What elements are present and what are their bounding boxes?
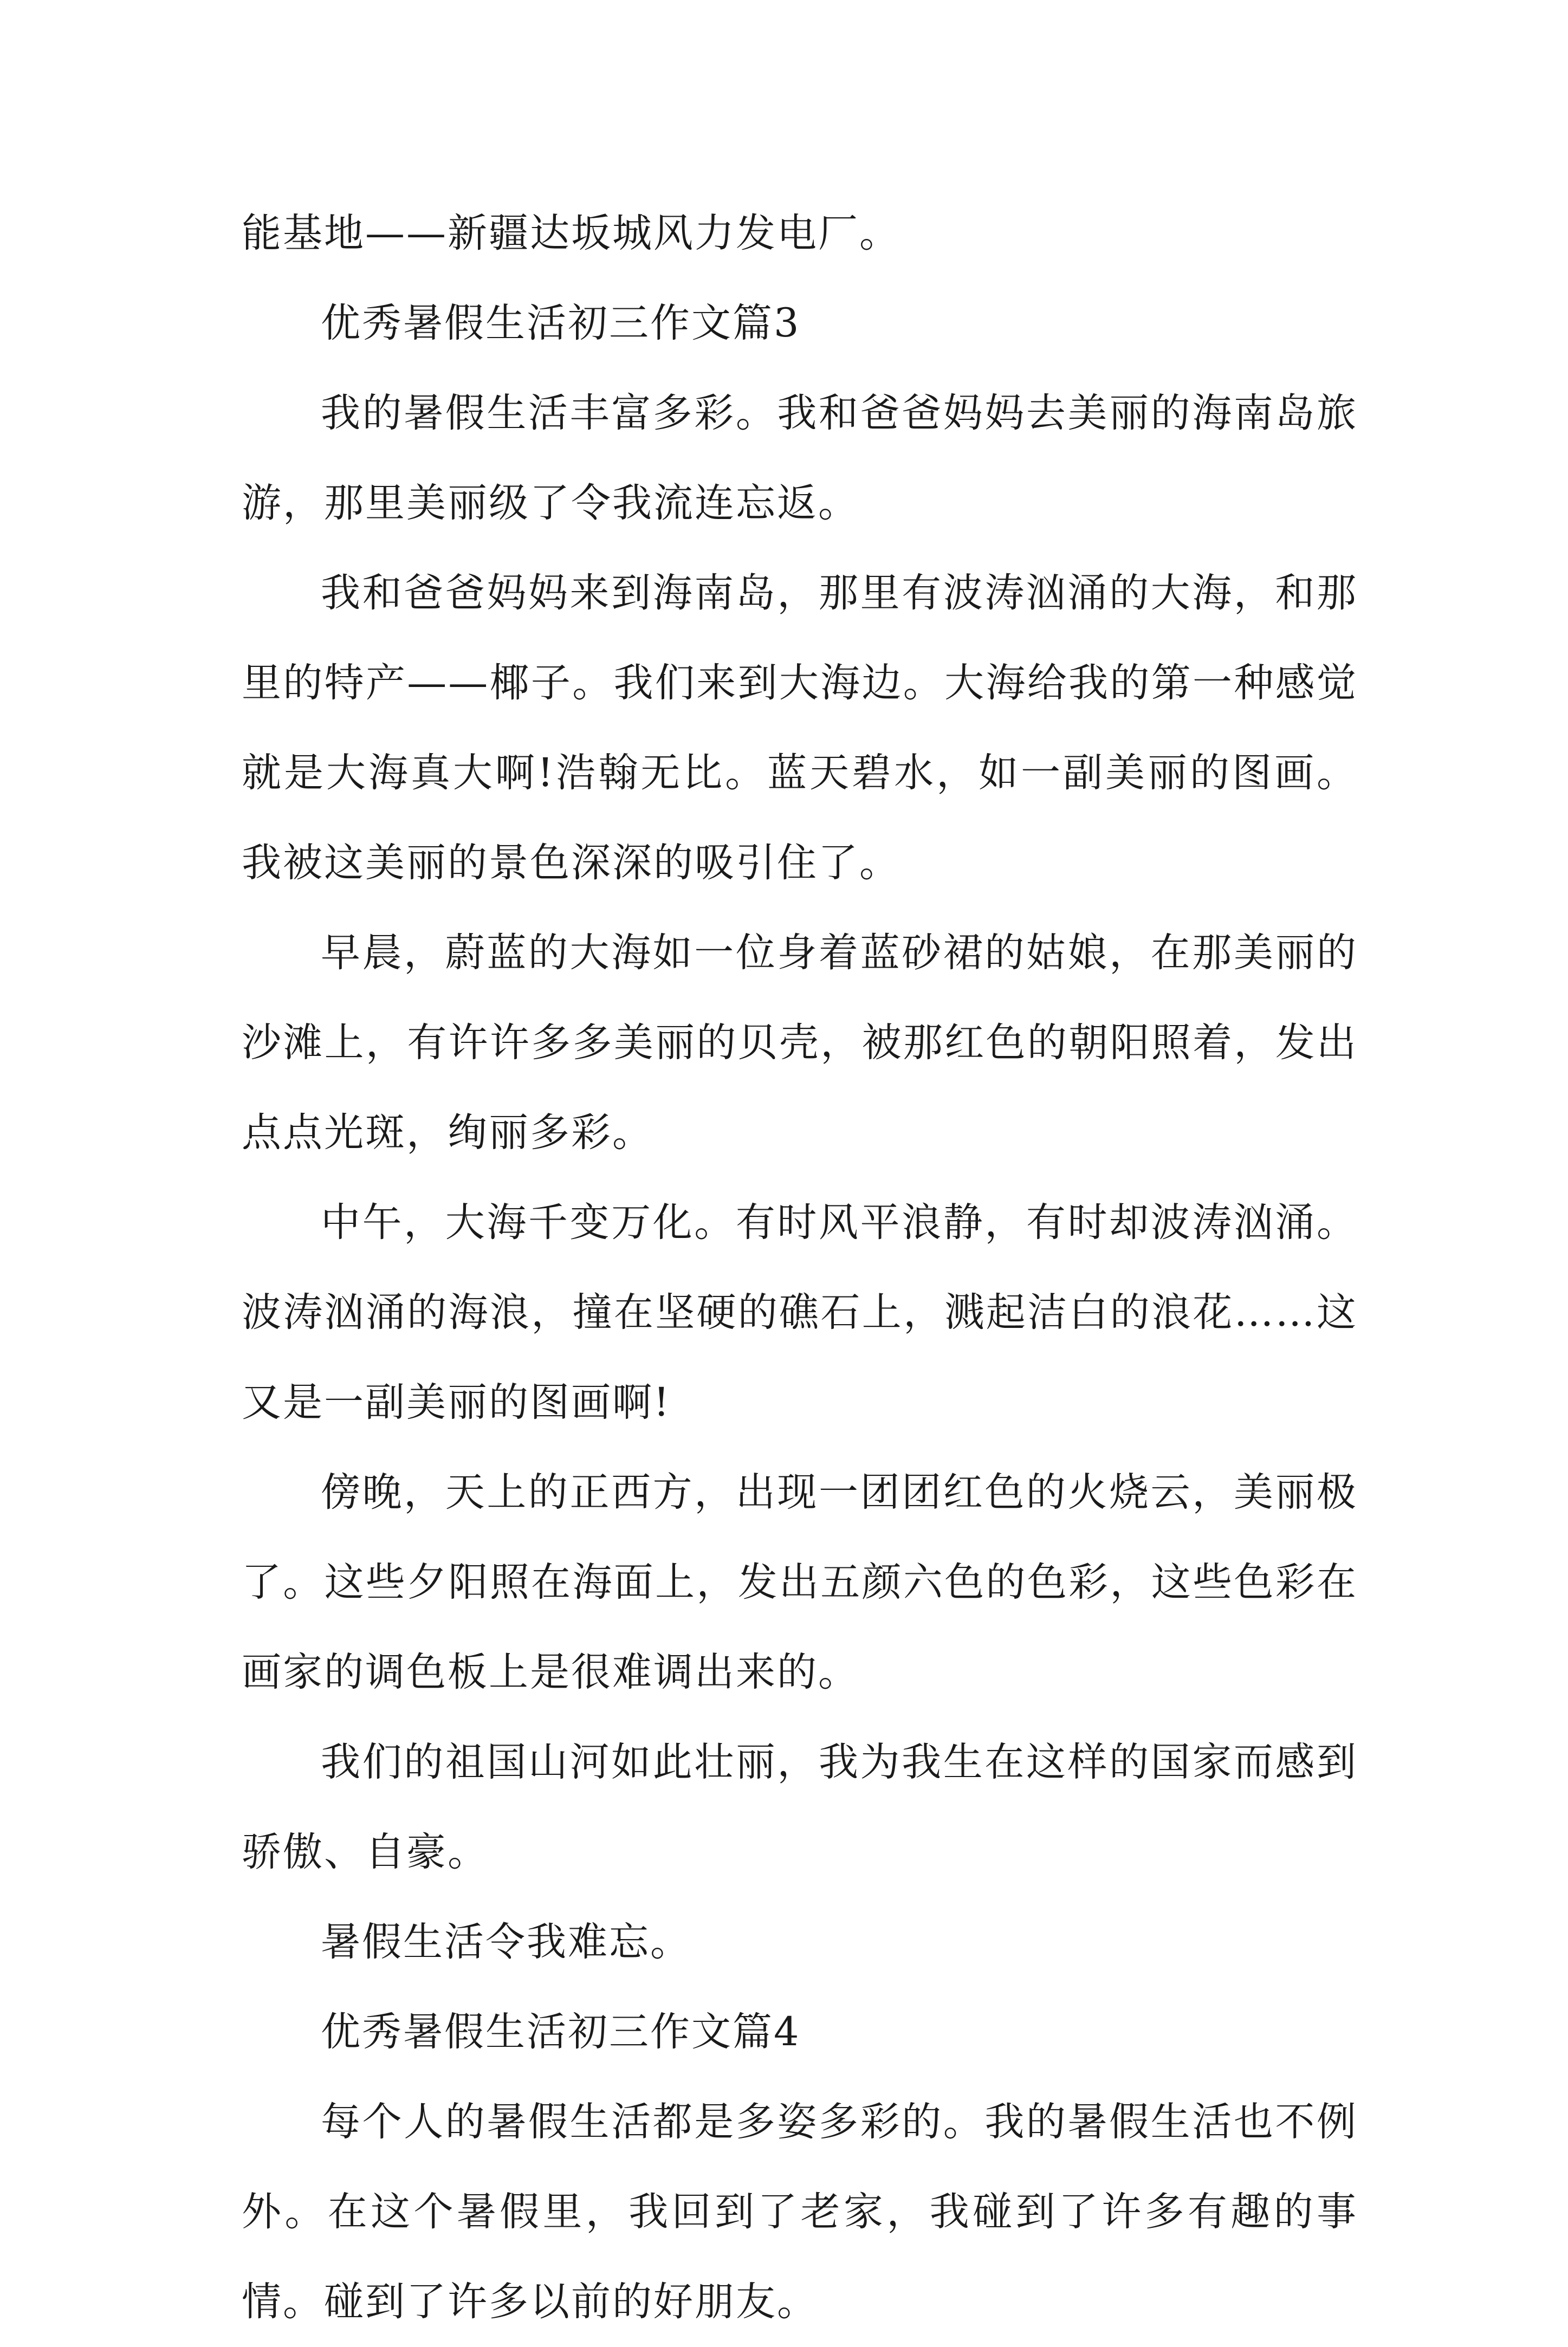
paragraph: 中午，大海千变万化。有时风平浪静，有时却波涛汹涌。波涛汹涌的海浪，撞在坚硬的礁石上，溅起洁白的浪花……这又是一副美丽的图画啊! — [242, 1200, 1358, 1425]
paragraph: 早晨，蔚蓝的大海如一位身着蓝砂裙的姑娘，在那美丽的沙滩上，有许许多多美丽的贝壳，被那红色的朝阳照着，发出点点光斑，绚丽多彩。 — [242, 930, 1358, 1156]
section-heading-3: 优秀暑假生活初三作文篇3 — [321, 300, 801, 346]
paragraph: 暑假生活令我难忘。 — [321, 1919, 691, 1965]
paragraph: 每个人的暑假生活都是多姿多彩的。我的暑假生活也不例外。在这个暑假里，我回到了老家，我碰到了许多有趣的事情。碰到了许多以前的好朋友。 — [242, 2099, 1358, 2325]
paragraph: 我的暑假生活丰富多彩。我和爸爸妈妈去美丽的海南岛旅游，那里美丽级了令我流连忘返。 — [242, 390, 1358, 526]
paragraph: 我们的祖国山河如此壮丽，我为我生在这样的国家而感到骄傲、自豪。 — [242, 1739, 1358, 1875]
paragraph: 我和爸爸妈妈来到海南岛，那里有波涛汹涌的大海，和那里的特产——椰子。我们来到大海边。大海给我的第一种感觉就是大海真大啊!浩翰无比。蓝天碧水，如一副美丽的图画。我被这美丽的景色深深的吸引住了。 — [242, 570, 1358, 886]
section-heading-4: 优秀暑假生活初三作文篇4 — [321, 2009, 801, 2055]
continuation-paragraph: 能基地——新疆达坂城风力发电厂。 — [242, 210, 900, 256]
document-body — [242, 189, 1358, 2347]
paragraph: 傍晚，天上的正西方，出现一团团红色的火烧云，美丽极了。这些夕阳照在海面上，发出五颜六色的色彩，这些色彩在画家的调色板上是很难调出来的。 — [242, 1469, 1358, 1695]
